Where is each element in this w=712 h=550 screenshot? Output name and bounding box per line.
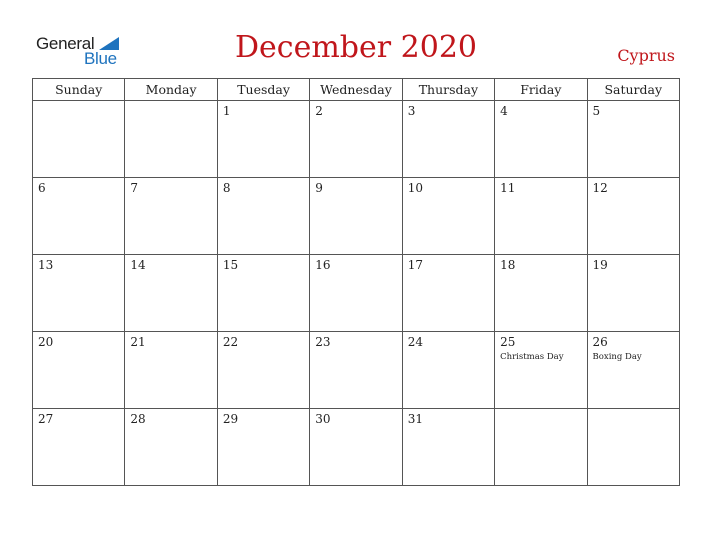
day-number: 26 — [592, 335, 608, 349]
logo-text-general: General — [36, 34, 95, 53]
weekday-header: Thursday — [402, 79, 494, 101]
holiday-label: Boxing Day — [592, 352, 642, 362]
day-cell — [33, 409, 125, 486]
weekday-header: Monday — [125, 79, 217, 101]
day-cell — [310, 101, 402, 178]
day-number: 10 — [407, 181, 423, 195]
day-cell — [495, 409, 587, 486]
day-number: 6 — [38, 181, 46, 195]
day-cell — [125, 255, 217, 332]
day-cell — [217, 409, 309, 486]
weekday-header: Saturday — [587, 79, 679, 101]
day-number: 17 — [407, 258, 423, 272]
day-number: 13 — [38, 258, 54, 272]
day-number: 2 — [315, 104, 323, 118]
day-cell — [495, 178, 587, 255]
day-cell — [402, 178, 494, 255]
day-cell — [125, 409, 217, 486]
day-cell — [495, 255, 587, 332]
day-number: 24 — [407, 335, 423, 349]
day-cell — [495, 101, 587, 178]
weekday-header: Sunday — [33, 79, 125, 101]
day-cell — [402, 255, 494, 332]
calendar-grid — [32, 78, 680, 486]
weekday-header: Wednesday — [310, 79, 402, 101]
day-cell — [217, 101, 309, 178]
day-number: 21 — [130, 335, 146, 349]
day-cell — [310, 255, 402, 332]
week-row — [33, 409, 680, 486]
day-number: 11 — [500, 181, 516, 195]
day-cell — [310, 332, 402, 409]
day-cell — [125, 101, 217, 178]
country-label: Cyprus — [617, 46, 675, 65]
week-row — [33, 178, 680, 255]
day-cell — [587, 409, 679, 486]
day-cell — [587, 178, 679, 255]
day-cell — [217, 255, 309, 332]
day-cell — [402, 101, 494, 178]
day-number: 3 — [407, 104, 416, 118]
day-number: 28 — [130, 412, 146, 426]
weekday-header: Tuesday — [217, 79, 309, 101]
logo-text-blue: Blue — [84, 49, 117, 68]
day-number: 5 — [592, 104, 601, 118]
day-cell — [125, 332, 217, 409]
day-number: 25 — [500, 335, 516, 349]
day-cell — [587, 101, 679, 178]
weekday-header: Friday — [495, 79, 587, 101]
day-cell — [33, 101, 125, 178]
day-cell — [495, 332, 587, 409]
day-cell — [587, 332, 679, 409]
day-number: 29 — [222, 412, 239, 426]
day-number: 16 — [315, 258, 331, 272]
day-number: 15 — [222, 258, 239, 272]
day-cell — [33, 178, 125, 255]
week-row — [33, 332, 680, 409]
day-number: 8 — [222, 181, 231, 195]
day-number: 1 — [222, 104, 231, 118]
day-cell — [33, 255, 125, 332]
day-cell — [33, 332, 125, 409]
page-title: December 2020 — [235, 30, 477, 65]
weekday-header-row — [33, 79, 680, 101]
day-number: 4 — [500, 104, 508, 118]
day-number: 20 — [38, 335, 54, 349]
day-cell — [310, 178, 402, 255]
day-cell — [217, 332, 309, 409]
day-number: 22 — [222, 335, 239, 349]
day-cell — [217, 178, 309, 255]
day-number: 19 — [592, 258, 608, 272]
day-number: 12 — [592, 181, 608, 195]
day-number: 7 — [130, 181, 139, 195]
week-row — [33, 255, 680, 332]
day-number: 23 — [315, 335, 331, 349]
day-number: 30 — [315, 412, 331, 426]
day-cell — [402, 332, 494, 409]
day-number: 9 — [315, 181, 323, 195]
day-number: 18 — [500, 258, 516, 272]
day-cell — [125, 178, 217, 255]
week-row — [33, 101, 680, 178]
holiday-label: Christmas Day — [500, 352, 564, 362]
day-number: 31 — [407, 412, 423, 426]
day-number: 27 — [38, 412, 54, 426]
day-number: 14 — [130, 258, 146, 272]
day-cell — [587, 255, 679, 332]
day-cell — [402, 409, 494, 486]
day-cell — [310, 409, 402, 486]
